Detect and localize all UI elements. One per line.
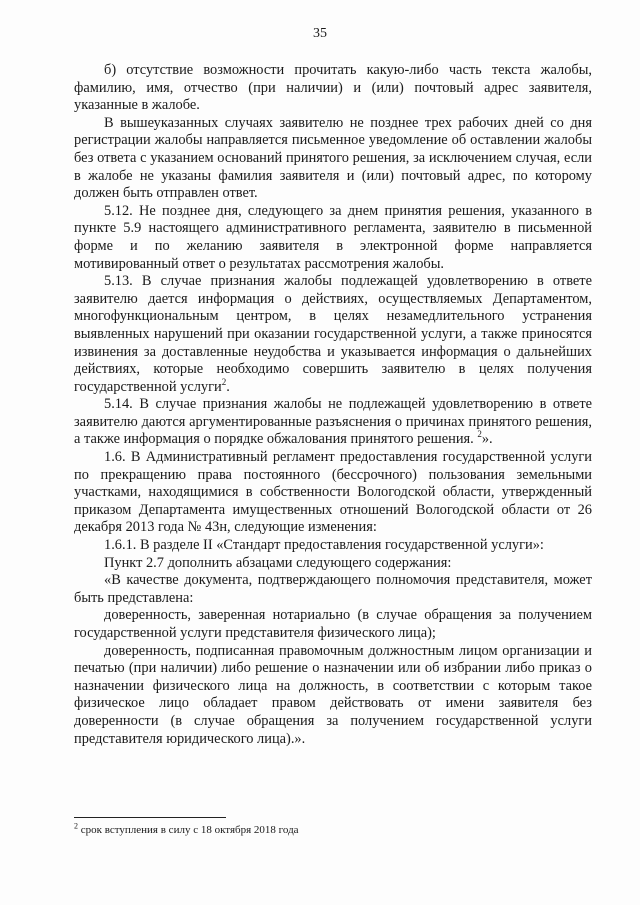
footnote-text: срок вступления в силу с 18 октября 2018 года (78, 824, 299, 836)
page-number: 35 (313, 26, 327, 41)
paragraph-5-13-text: 5.13. В случае признания жалобы подлежащей удовлетворению в ответе заявителю дается информация о действиях, осуществляемых Департаментом, многофункциональным центром, в целях незамедлительного устранения выявленных нарушений при оказании государственной услуги, а также приносятся извинения за доставленные неудобства и указывается информация о дальнейших действиях, которые необходимо совершить заявителю в целях получения государственной услуги (74, 273, 592, 395)
paragraph-5-12: 5.12. Не позднее дня, следующего за днем принятия решения, указанного в пункте 5.9 настоящего административного регламента, заявителю в письменной форме и по желанию заявителя в электронной форме направляется мотивированный ответ о результатах рассмотрения жалобы. (74, 202, 592, 272)
footnote-ref: 2 (477, 429, 482, 440)
paragraph-5-13-end: . (226, 378, 230, 395)
paragraph-representative-doc: «В качестве документа, подтверждающего полномочия представителя, может быть представлена: (74, 572, 592, 606)
paragraph-2-7: Пункт 2.7 дополнить абзацами следующего содержания: (104, 554, 452, 571)
footnote-mark: 2 (74, 821, 78, 831)
paragraph-5-14 (74, 396, 592, 449)
paragraph-notarized-proxy: доверенность, заверенная нотариально (в случае обращения за получением государственной услуги представителя физического лица); (74, 607, 592, 641)
paragraph-5-13 (74, 273, 592, 396)
footnote-ref: 2 (221, 376, 227, 387)
paragraph-5-14-end: ». (481, 431, 493, 448)
paragraph-signed-proxy: доверенность, подписанная правомочным должностным лицом организации и печатью (при наличии) либо решение о назначении или об избрании либо приказ о назначении физического лица на должность, в соответствии с которым такое физическое лицо обладает правом действовать от имени заявителя без доверенности (в случае обращения за получением государственной услуги представителя юридического лица).». (74, 642, 592, 747)
footnote-separator (74, 817, 226, 818)
document-body (74, 62, 592, 748)
paragraph-5-14-text: 5.14. В случае признания жалобы не подлежащей удовлетворению в ответе заявителю даются аргументированные разъяснения о причинах принятого решения, а также информация о порядке обжалования принятого решения. (74, 396, 592, 448)
paragraph-1-6-1: 1.6.1. В разделе II «Стандарт предоставления государственной услуги»: (104, 537, 544, 554)
paragraph-notice-cases: В вышеуказанных случаях заявителю не позднее трех рабочих дней со дня регистрации жалобы направляется письменное уведомление об оставлении жалобы без ответа с указанием оснований принятого решения, за исключением случая, если в жалобе не указаны фамилия заявителя и (или) почтовый адрес, по которому должен быть отправлен ответ. (74, 114, 592, 202)
footnote (74, 823, 592, 837)
paragraph-1-6: 1.6. В Административный регламент предоставления государственной услуги по прекращению права постоянного (бессрочного) пользования земельными участками, находящимися в собственности Вологодской области, утвержденный приказом Департамента имущественных отношений Вологодской области от 26 декабря 2013 года № 43н, следующие изменения: (74, 449, 592, 536)
paragraph-5-11-b: б) отсутствие возможности прочитать какую-либо часть текста жалобы, фамилию, имя, отчество (при наличии) и (или) почтовый адрес заявителя, указанные в жалобе. (74, 62, 592, 114)
